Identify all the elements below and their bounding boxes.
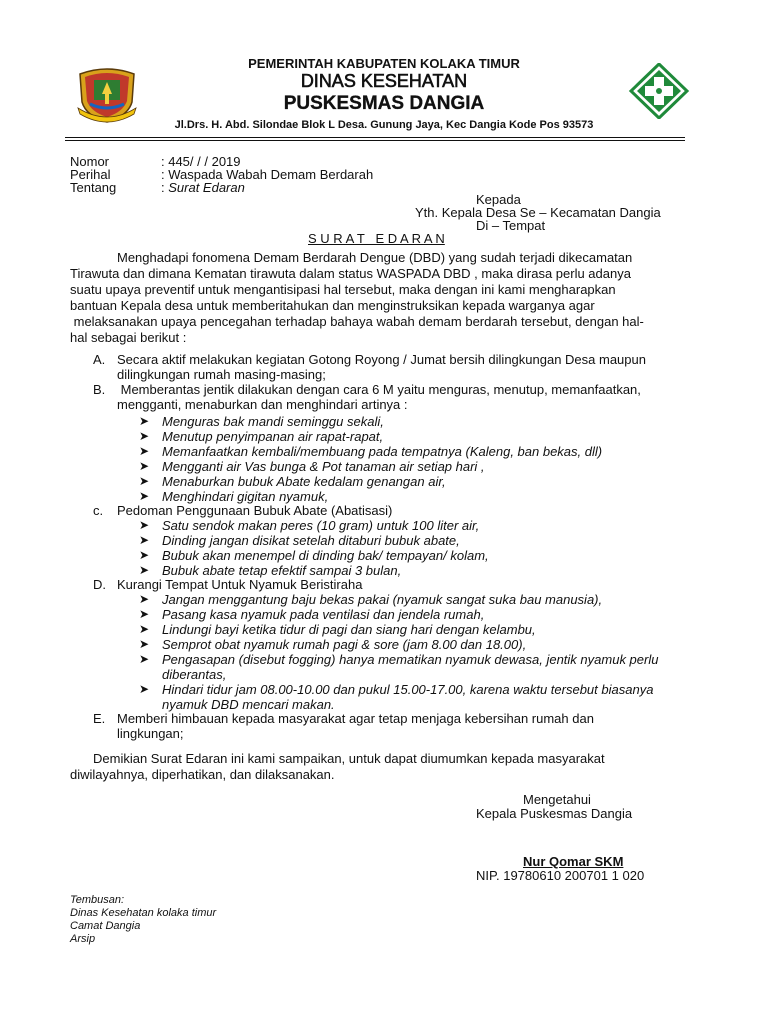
arrow-bullet-icon: ➤ (139, 548, 150, 562)
signature-nip: NIP. 19780610 200701 1 020 (476, 868, 645, 883)
arrow-bullet-icon: ➤ (139, 563, 150, 577)
item-e-marker: E. (93, 711, 106, 726)
intro-line: Menghadapi fonomena Demam Berdarah Dengue (DBD) yang sudah terjadi dikecamatan (117, 250, 633, 265)
letter-title: S U R A T E D A R A N (308, 231, 445, 246)
arrow-bullet-icon: ➤ (139, 474, 150, 488)
header-address: Jl.Drs. H. Abd. Silondae Blok L Desa. Gunung Jaya, Kec Dangia Kode Pos 93573 (174, 119, 594, 131)
list-item: Menaburkan bubuk Abate kedalam genangan air, (162, 474, 446, 489)
arrow-bullet-icon: ➤ (139, 652, 150, 666)
list-item: Satu sendok makan peres (10 gram) untuk 100 liter air, (162, 518, 480, 533)
item-a-text: Secara aktif melakukan kegiatan Gotong Royong / Jumat bersih dilingkungan Desa maupun (117, 352, 646, 367)
arrow-bullet-icon: ➤ (139, 489, 150, 503)
addressee-di: Di – Tempat (476, 218, 546, 233)
arrow-bullet-icon: ➤ (139, 637, 150, 651)
intro-line: suatu upaya preventif untuk mengantisipasi hal tersebut, maka dengan ini kami mengharapkan (70, 282, 616, 297)
list-item: Lindungi bayi ketika tidur di pagi dan siang hari dengan kelambu, (162, 622, 536, 637)
arrow-bullet-icon: ➤ (139, 518, 150, 532)
intro-line: bantuan Kepala desa untuk memberitahukan dan menginstruksikan kepada warganya agar (70, 298, 595, 313)
list-item: Pasang kasa nyamuk pada ventilasi dan jendela rumah, (162, 607, 485, 622)
intro-line: hal sebagai berikut : (70, 330, 187, 345)
item-b-marker: B. (93, 382, 106, 397)
list-item: Bubuk abate tetap efektif sampai 3 bulan, (162, 563, 402, 578)
arrow-bullet-icon: ➤ (139, 622, 150, 636)
item-b-text: mengganti, menaburkan dan menghindari artinya : (117, 397, 408, 412)
perihal-value: : Waspada Wabah Demam Berdarah (161, 167, 374, 182)
list-item: Bubuk akan menempel di dinding bak/ tempayan/ kolam, (162, 548, 489, 563)
item-e-text: Memberi himbauan kepada masyarakat agar tetap menjaga kebersihan rumah dan (117, 711, 594, 726)
header-rule-thick (65, 137, 685, 138)
list-item: Jangan menggantung baju bekas pakai (nyamuk sangat suka bau manusia), (162, 592, 603, 607)
tembusan-item: Arsip (70, 933, 96, 945)
item-b-text: Memberantas jentik dilakukan dengan cara 6 M yaitu menguras, menutup, memanfaatkan, (117, 382, 641, 397)
tentang-value-row (161, 180, 245, 195)
item-a-marker: A. (93, 352, 106, 367)
nomor-value: : 445/ / / 2019 (161, 154, 241, 169)
list-item: Menguras bak mandi seminggu sekali, (162, 414, 384, 429)
tentang-value: Surat Edaran (168, 180, 245, 195)
list-item: Memanfaatkan kembali/membuang pada tempatnya (Kaleng, ban bekas, dll) (162, 444, 603, 459)
header-puskesmas: PUSKESMAS DANGIA (283, 93, 485, 114)
nomor-label: Nomor (70, 154, 110, 169)
list-item: Semprot obat nyamuk rumah pagi & sore (jam 8.00 dan 18.00), (162, 637, 527, 652)
item-d-text: Kurangi Tempat Untuk Nyamuk Beristiraha (117, 577, 363, 592)
list-item: Mengganti air Vas bunga & Pot tanaman air setiap hari , (162, 459, 485, 474)
header-rule-thin (65, 140, 685, 141)
item-c-marker: c. (93, 503, 104, 518)
arrow-bullet-icon: ➤ (139, 459, 150, 473)
list-item-continuation: diberantas, (162, 667, 227, 682)
item-e-text: lingkungan; (117, 726, 184, 741)
tembusan-label: Tembusan: (70, 894, 125, 906)
arrow-bullet-icon: ➤ (139, 533, 150, 547)
tentang-colon: : (161, 180, 169, 195)
item-a-text: dilingkungan rumah masing-masing; (117, 367, 326, 382)
intro-line: Tirawuta dan dimana Kematan tirawuta dalam status WASPADA DBD , maka dirasa perlu adanya (70, 266, 631, 281)
header-department: DINAS KESEHATAN (300, 71, 468, 91)
addressee-yth: Yth. Kepala Desa Se – Kecamatan Dangia (415, 205, 661, 220)
tembusan-item: Dinas Kesehatan kolaka timur (70, 907, 217, 919)
list-item: Dinding jangan disikat setelah ditaburi bubuk abate, (162, 533, 460, 548)
list-item: Menghindari gigitan nyamuk, (162, 489, 329, 504)
list-item: Menutup penyimpanan air rapat-rapat, (162, 429, 384, 444)
addressee-kepada: Kepada (476, 192, 521, 207)
arrow-bullet-icon: ➤ (139, 592, 150, 606)
intro-line: melaksanakan upaya pencegahan terhadap bahaya wabah demam berdarah tersebut, dengan hal- (70, 314, 644, 329)
arrow-bullet-icon: ➤ (139, 607, 150, 621)
tembusan-item: Camat Dangia (70, 920, 141, 932)
perihal-label: Perihal (70, 167, 111, 182)
closing-line: Demikian Surat Edaran ini kami sampaikan, untuk dapat diumumkan kepada masyarakat (93, 751, 605, 766)
closing-line: diwilayahnya, diperhatikan, dan dilaksanakan. (70, 767, 335, 782)
signature-mengetahui: Mengetahui (523, 792, 591, 807)
list-item: Hindari tidur jam 08.00-10.00 dan pukul 15.00-17.00, karena waktu tersebut biasanya (162, 682, 654, 697)
arrow-bullet-icon: ➤ (139, 414, 150, 428)
tentang-label: Tentang (70, 180, 117, 195)
arrow-bullet-icon: ➤ (139, 682, 150, 696)
signature-title: Kepala Puskesmas Dangia (476, 806, 633, 821)
signature-name: Nur Qomar SKM (523, 854, 624, 869)
list-item: Pengasapan (disebut fogging) hanya mematikan nyamuk dewasa, jentik nyamuk perlu (162, 652, 659, 667)
list-item-continuation: nyamuk DBD mencari makan. (162, 697, 335, 712)
arrow-bullet-icon: ➤ (139, 444, 150, 458)
header-government: PEMERINTAH KABUPATEN KOLAKA TIMUR (248, 56, 520, 71)
arrow-bullet-icon: ➤ (139, 429, 150, 443)
item-d-marker: D. (93, 577, 106, 592)
item-c-text: Pedoman Penggunaan Bubuk Abate (Abatisasi) (117, 503, 393, 518)
